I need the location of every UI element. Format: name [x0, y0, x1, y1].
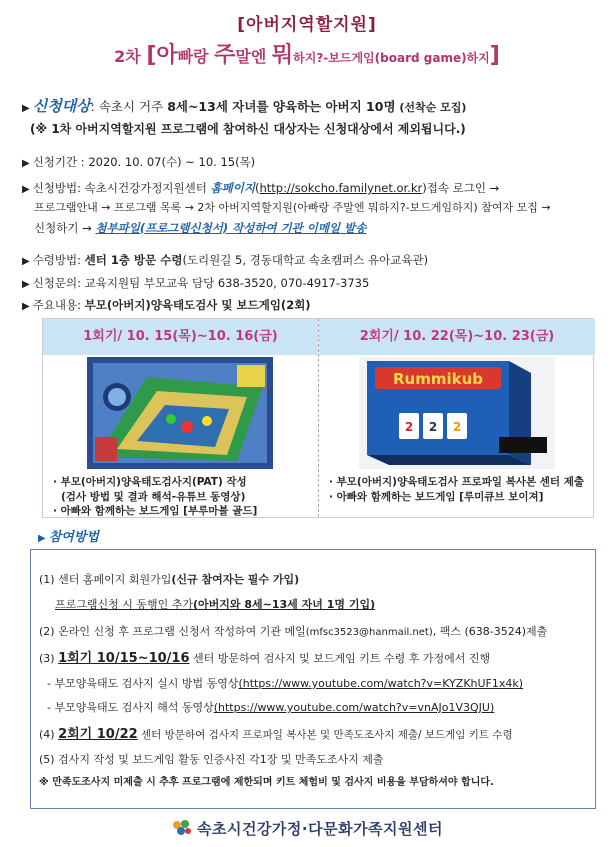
footer-org: 속초시건강가정·다문화가족지원센터: [0, 818, 614, 841]
svg-text:2: 2: [452, 420, 462, 434]
method-line-3: 신청하기 → 첨부파일(프로그램신청서) 작성하여 기관 이메일 발송: [34, 221, 367, 235]
bluemarble-board-game-image: [87, 357, 273, 469]
target-note: (※ 1차 아버지역할지원 프로그램에 참여하신 대상자는 신청대상에서 제외됩니다.): [30, 122, 466, 136]
inquiry-line: ▶ 신청문의: 교육지원팀 부모교육 담당 638-3520, 070-4917-3735: [22, 276, 370, 290]
rummikub-game-box-image: [359, 357, 555, 469]
session-2-header: 2회기/ 10. 22(목)~10. 23(금): [319, 319, 595, 355]
session-2-items: · 부모(아버지)양육태도검사 프로파일 복사본 센터 제출 · 아빠와 함께하는 보드게임 [루미큐브 보이져]: [329, 476, 585, 503]
participation-box: [30, 549, 596, 809]
svg-text:2: 2: [404, 420, 414, 434]
session-1-header: 1회기/ 10. 15(목)~10. 16(금): [43, 319, 318, 355]
step-1: (1) 센터 홈페이지 회원가입(신규 참여자는 필수 가입): [39, 573, 300, 586]
session-1-column: [43, 319, 319, 517]
triangle-bullet-icon: ▶: [38, 533, 46, 544]
video-link-1[interactable]: (https://www.youtube.com/watch?v=KYZKhUF1x4k): [238, 677, 524, 690]
svg-text:2: 2: [428, 420, 438, 434]
step-3: (3) 1회기 10/15~10/16 센터 방문하여 검사지 및 보드게임 키트 수령 후 가정에서 진행: [39, 651, 491, 666]
step-2: (2) 온라인 신청 후 프로그램 신청서 작성하여 기관 메일(mfsc3523@hanmail.net), 팩스 (638-3524)제출: [39, 625, 548, 638]
triangle-bullet-icon: ▶: [22, 103, 30, 114]
method-line-2: 프로그램안내 → 프로그램 목록 → 2차 아버지역할지원(아빠랑 주말엔 뭐하지?-보드게임하지) 참여자 모집 →: [34, 201, 551, 214]
step-1-companion: 프로그램신청 시 동행인 추가(아버지와 8세~13세 자녀 1명 기입): [55, 598, 376, 611]
step-3-video-2: - 부모양육태도 검사지 해석 동영상(https://www.youtube.com/watch?v=vnAJo1V3QJU): [47, 701, 495, 714]
triangle-bullet-icon: ▶: [22, 158, 30, 169]
pickup-line: ▶ 수령방법: 센터 1층 방문 수령(도리원길 5, 경동대학교 속초캠퍼스 유아교육관): [22, 253, 429, 267]
sessions-table: [42, 318, 594, 518]
center-logo-icon: [171, 819, 193, 841]
participation-label: ▶ 참여방법: [38, 530, 99, 545]
step-4: (4) 2회기 10/22 센터 방문하여 검사지 프로파일 복사본 및 만족도조사지 제출/ 보드게임 키트 수령: [39, 727, 513, 742]
rummikub-logo-text: Rummikub: [392, 370, 484, 388]
homepage-link[interactable]: http://sokcho.familynet.or.kr: [259, 181, 423, 195]
triangle-bullet-icon: ▶: [22, 279, 30, 290]
step-3-video-1: - 부모양육태도 검사지 실시 방법 동영상(https://www.youtube.com/watch?v=KYZKhUF1x4k): [47, 677, 524, 690]
email-link[interactable]: (mfsc3523@hanmail.net): [305, 627, 433, 638]
content-line: ▶ 주요내용: 부모(아버지)양육태도검사 및 보드게임(2회): [22, 298, 311, 312]
method-line-1: ▶ 신청방법: 속초시건강가정지원센터 홈페이지(http://sokcho.familynet.or.kr)접속 로그인 →: [22, 181, 500, 195]
target-line: ▶ 신청대상: 속초시 거주 8세~13세 자녀를 양육하는 아버지 10명 (선착순 모집): [22, 97, 467, 115]
video-link-2[interactable]: (https://www.youtube.com/watch?v=vnAJo1V3QJU): [213, 701, 495, 714]
warning-note: ※ 만족도조사지 미제출 시 추후 프로그램에 제한되며 키트 체험비 및 검사지 비용을 부담하셔야 합니다.: [39, 777, 494, 788]
period-line: ▶ 신청기간 : 2020. 10. 07(수) ~ 10. 15(목): [22, 155, 256, 169]
session-2-column: [319, 319, 595, 517]
triangle-bullet-icon: ▶: [22, 184, 30, 195]
program-title: 2차 [아빠랑 주말엔 뭐하지?-보드게임(board game)하지]: [114, 43, 500, 68]
step-5: (5) 검사지 작성 및 보드게임 활동 인증사진 각1장 및 만족도조사지 제출: [39, 753, 384, 766]
program-category-title: [아버지역할지원]: [237, 15, 377, 35]
triangle-bullet-icon: ▶: [22, 301, 30, 312]
session-1-items: · 부모(아버지)양육태도검사지(PAT) 작성 (검사 방법 및 결과 해석-유튜브 동영상) · 아빠와 함께하는 보드게임 [부루마블 골드]: [53, 476, 258, 518]
attachment-link[interactable]: 첨부파일(프로그램신청서) 작성하여 기관 이메일 발송: [95, 221, 367, 235]
triangle-bullet-icon: ▶: [22, 256, 30, 267]
